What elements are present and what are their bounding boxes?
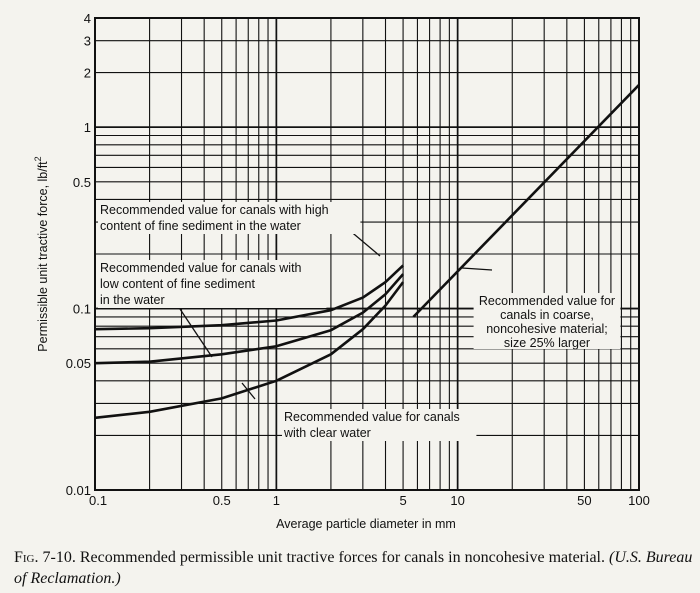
annotation-text: with clear water: [284, 426, 371, 440]
series-line-4: [413, 85, 639, 317]
x-tick-label: 10: [450, 493, 465, 508]
y-tick-label: 0.1: [72, 301, 91, 317]
annotation-text: content of fine sediment in the water: [100, 219, 301, 233]
y-axis-label-text: Permissible unit tractive force, lb/ft: [36, 161, 50, 352]
annotation-text: size 25% larger: [503, 336, 591, 350]
annotation-leader: [462, 268, 492, 270]
x-tick-label: 0.1: [89, 493, 108, 508]
figure-number: Fig. 7-10.: [14, 549, 76, 566]
annotation-text: Recommended value for canals: [284, 410, 460, 424]
annotation-text: in the water: [100, 293, 165, 307]
caption-credit: (U.S. Bureau of Reclamation.): [14, 549, 693, 587]
annotation-text: canals in coarse,: [500, 308, 594, 322]
series-layer: [95, 85, 639, 418]
x-tick-label: 0.5: [212, 493, 231, 508]
y-tick-label: 3: [83, 33, 91, 49]
y-tick-label: 4: [83, 11, 91, 26]
y-tick-label: 2: [83, 65, 91, 81]
y-tick-label: 0.05: [65, 356, 91, 372]
y-tick-label: 0.5: [72, 174, 91, 190]
annotation-text: Recommended value for canals with high: [100, 203, 329, 217]
y-tick-label: 0.01: [65, 483, 91, 498]
annotation-text: Recommended value for: [478, 294, 616, 308]
y-axis-label: [33, 156, 50, 351]
x-tick-label: 1: [272, 493, 280, 508]
annotation-text: Recommended value for canals with: [100, 261, 302, 275]
x-tick-label: 5: [399, 493, 407, 508]
caption-text: Recommended permissible unit tractive forces for canals in noncohesive material.: [79, 549, 605, 566]
figure-caption: [14, 547, 694, 589]
annotation-text: noncohesive material;: [486, 322, 608, 336]
x-tick-label: 100: [628, 493, 650, 508]
annotation-leaders: [172, 224, 492, 399]
annotation-text: low content of fine sediment: [100, 277, 255, 291]
y-axis-label-superscript: 2: [33, 156, 43, 162]
y-tick-label: 1: [83, 120, 91, 136]
x-axis-label: Average particle diameter in mm: [276, 517, 456, 531]
x-tick-label: 50: [577, 493, 592, 508]
